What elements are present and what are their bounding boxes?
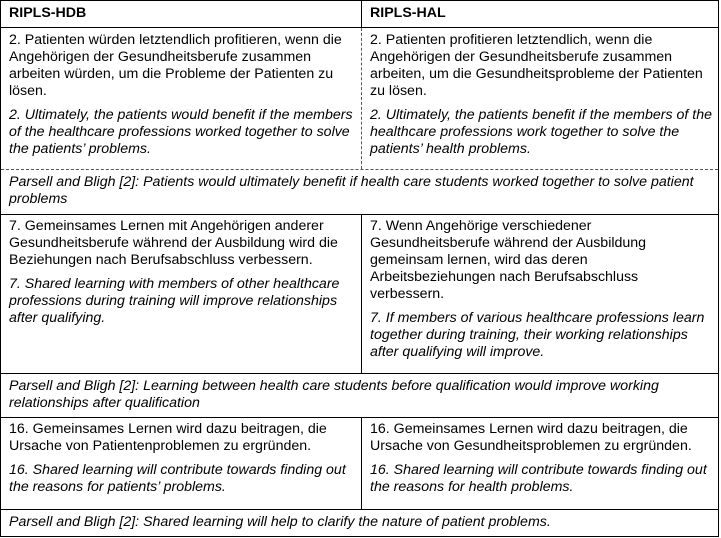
item-16-source-note bbox=[1, 509, 718, 537]
item-7-hdb-german: 7. Gemeinsames Lernen mit Angehörigen anderer Gesundheitsberufe während der Ausbildung wird die Beziehungen nach Berufsabschluss verbessern. bbox=[9, 218, 338, 268]
item-7-source-note bbox=[1, 373, 718, 417]
item-2-ripls-hdb bbox=[1, 28, 362, 169]
divider bbox=[361, 214, 362, 373]
divider bbox=[361, 28, 362, 169]
item-16-source-text: Parsell and Bligh [2]: Shared learning will help to clarify the nature of patient problems. bbox=[9, 514, 551, 530]
divider bbox=[361, 417, 362, 509]
item-2-hdb-german: 2. Patienten würden letztendlich profitieren, wenn die Angehörigen der Gesundheitsberufe zusammen arbeiten würden, um die Probleme der Patienten zu lösen. bbox=[9, 32, 342, 99]
header-cell-ripls-hal bbox=[362, 1, 720, 28]
item-2-ripls-hal bbox=[362, 28, 720, 169]
header-label-ripls-hal: RIPLS-HAL bbox=[370, 5, 446, 21]
item-16-ripls-hdb bbox=[1, 417, 362, 509]
item-7-source-text: Parsell and Bligh [2]: Learning between health care students before qualification would improve working relationships after qualification bbox=[9, 378, 659, 411]
item-16-ripls-hal bbox=[362, 417, 720, 509]
item-16-hal-english: 16. Shared learning will contribute towards finding out the reasons for health problems. bbox=[370, 462, 707, 495]
item-2-source-note bbox=[1, 169, 718, 214]
item-2-source-text: Parsell and Bligh [2]: Patients would ultimately benefit if health care students worked together to solve patient problems bbox=[9, 174, 694, 207]
item-7-hdb-english: 7. Shared learning with members of other healthcare professions during training will improve relationships after qualifying. bbox=[9, 276, 340, 326]
item-16-hdb-english: 16. Shared learning will contribute towards finding out the reasons for patients’ problems. bbox=[9, 462, 346, 495]
item-2-hal-german: 2. Patienten profitieren letztendlich, wenn die Angehörigen der Gesundheitsberufe zusammen arbeiten, um die Gesundheitsprobleme der Patienten zu lösen. bbox=[370, 32, 703, 99]
item-7-hal-german: 7. Wenn Angehörige verschiedener Gesundheitsberufe während der Ausbildung gemeinsam lernen, wird das deren Arbeitsbeziehungen nach Berufsabschluss verbessern. bbox=[370, 218, 647, 302]
header-label-ripls-hdb: RIPLS-HDB bbox=[9, 5, 87, 21]
item-7-hal-english: 7. If members of various healthcare professions learn together during training, their working relationships after qualifying will improve. bbox=[370, 310, 705, 360]
item-7-ripls-hdb bbox=[1, 214, 362, 373]
item-2-hdb-english: 2. Ultimately, the patients would benefit if the members of the healthcare professions worked together to solve the patients’ problems. bbox=[9, 107, 353, 157]
header-cell-ripls-hdb bbox=[1, 1, 362, 28]
divider bbox=[361, 1, 362, 27]
item-2-hal-english: 2. Ultimately, the patients benefit if the members of the healthcare professions work together to solve the patients’ health problems. bbox=[370, 107, 712, 157]
item-16-hdb-german: 16. Gemeinsames Lernen wird dazu beitragen, die Ursache von Patientenproblemen zu ergründen. bbox=[9, 421, 327, 454]
item-16-hal-german: 16. Gemeinsames Lernen wird dazu beitragen, die Ursache von Gesundheitsproblemen zu ergründen. bbox=[370, 421, 692, 454]
item-7-ripls-hal bbox=[362, 214, 720, 373]
